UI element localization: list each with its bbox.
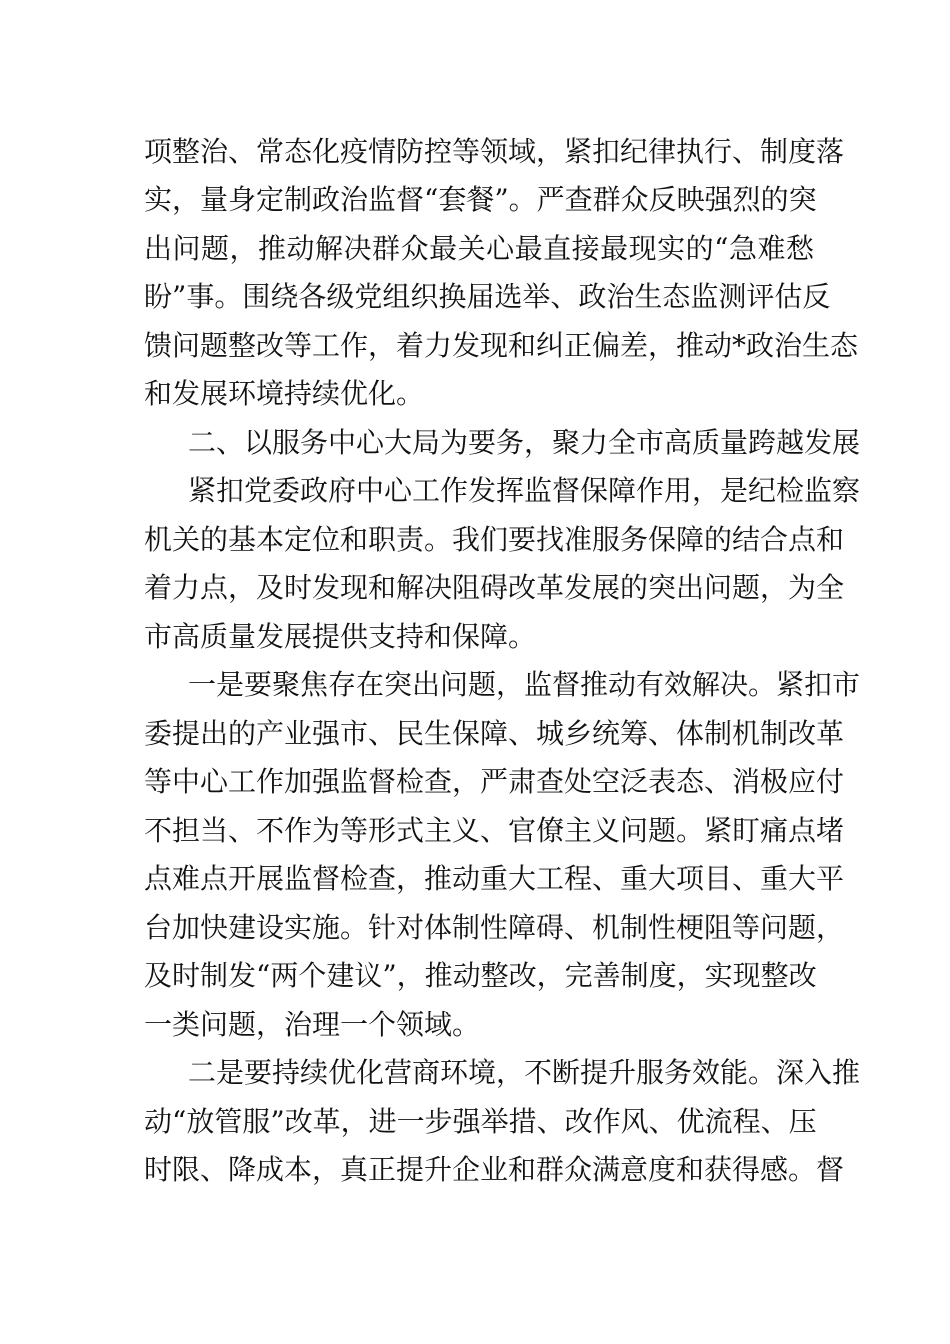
text-line-1: 项整治、常态化疫情防控等领域，紧扣纪律执行、制度落: [144, 135, 845, 168]
text-line-11: 市高质量发展提供支持和保障。: [144, 620, 537, 653]
text-line-16: 点难点开展监督检查，推动重大工程、重大项目、重大平: [144, 862, 845, 895]
text-line-19: 一类问题，治理一个领域。: [144, 1008, 481, 1041]
text-line-15: 不担当、不作为等形式主义、官僚主义问题。紧盯痛点堵: [144, 814, 845, 847]
text-line-22: 时限、降成本，真正提升企业和群众满意度和获得感。督: [144, 1153, 845, 1186]
text-line-9: 机关的基本定位和职责。我们要找准服务保障的结合点和: [144, 523, 845, 556]
text-line-18: 及时制发“两个建议”，推动整改，完善制度，实现整改: [144, 959, 817, 992]
text-line-10: 着力点，及时发现和解决阻碍改革发展的突出问题，为全: [144, 571, 845, 604]
text-line-21: 动“放管服”改革，进一步强举措、改作风、优流程、压: [144, 1105, 817, 1138]
text-line-20: 二是要持续优化营商环境，不断提升服务效能。深入推: [188, 1056, 861, 1089]
text-line-17: 台加快建设实施。针对体制性障碍、机制性梗阻等问题，: [144, 911, 845, 944]
text-line-3: 出问题，推动解决群众最关心最直接最现实的“急难愁: [144, 232, 814, 265]
text-line-14: 等中心工作加强监督检查，严肃查处空泛表态、消极应付: [144, 765, 845, 798]
section-heading: 二、以服务中心大局为要务，聚力全市高质量跨越发展: [188, 426, 861, 459]
text-line-5: 馈问题整改等工作，着力发现和纠正偏差，推动*政治生态: [144, 329, 859, 362]
text-line-8: 紧扣党委政府中心工作发挥监督保障作用，是纪检监察: [188, 474, 861, 507]
text-line-13: 委提出的产业强市、民生保障、城乡统筹、体制机制改革: [144, 717, 845, 750]
text-line-2: 实，量身定制政治监督“套餐”。严查群众反映强烈的突: [144, 183, 817, 216]
text-line-4: 盼”事。围绕各级党组织换届选举、政治生态监测评估反: [144, 280, 831, 313]
text-line-6: 和发展环境持续优化。: [144, 377, 425, 410]
text-line-12: 一是要聚焦存在突出问题，监督推动有效解决。紧扣市: [188, 668, 861, 701]
